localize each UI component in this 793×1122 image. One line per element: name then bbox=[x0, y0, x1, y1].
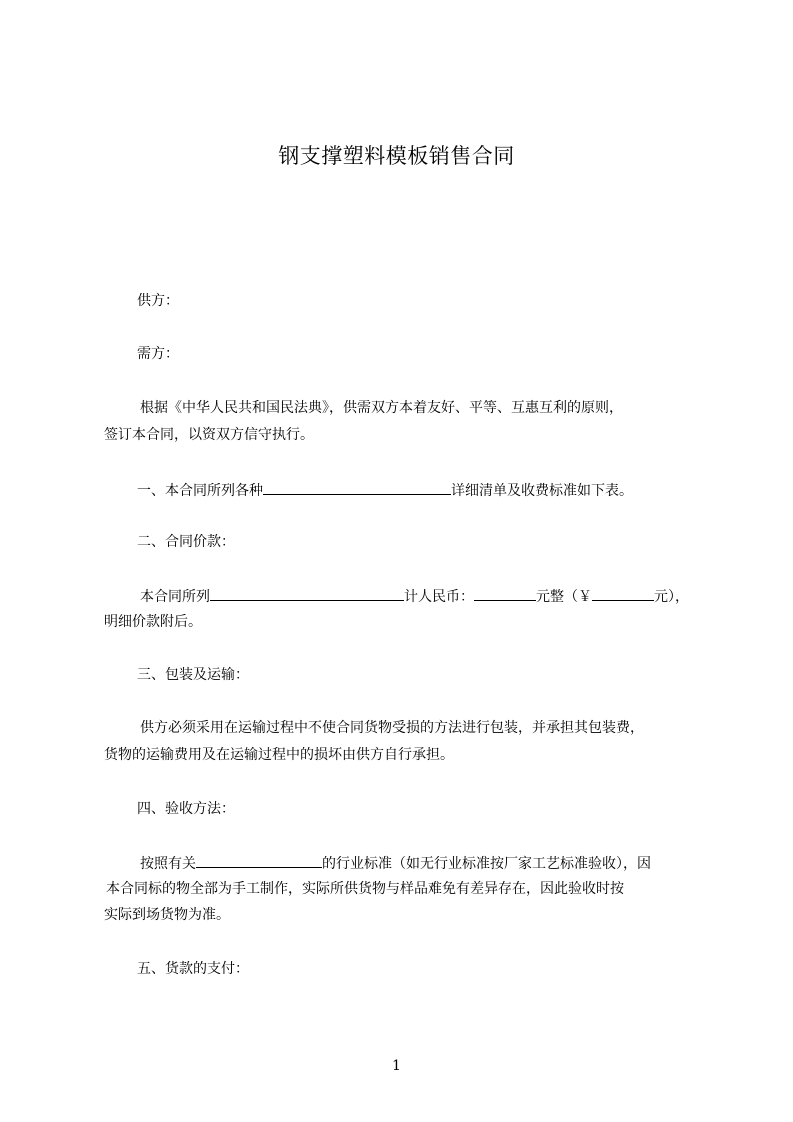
item-name-blank bbox=[263, 479, 451, 495]
clause-2-part-1: 本合同所列 bbox=[140, 589, 210, 605]
clause-4-part-1: 按照有关 bbox=[140, 856, 196, 872]
clause-2-heading: 二、合同价款： bbox=[137, 534, 235, 550]
industry-blank bbox=[196, 852, 322, 868]
clause-4-heading: 四、验收方法： bbox=[137, 801, 235, 817]
clause-2-part-3: 元整（￥ bbox=[536, 589, 592, 605]
clause-3-heading: 三、包装及运输： bbox=[137, 667, 249, 683]
supplier-label: 供方： bbox=[137, 293, 179, 309]
clause-2-part-4: 元）， bbox=[654, 589, 689, 605]
clause-3-line-2: 货物的运输费用及在运输过程中的损坏由供方自行承担。 bbox=[104, 747, 454, 763]
preamble-line-2: 签订本合同，以资双方信守执行。 bbox=[104, 427, 314, 443]
clause-2-part-2: 计人民币： bbox=[404, 589, 474, 605]
clause-4-line-3: 实际到场货物为准。 bbox=[104, 907, 230, 923]
clause-4-line-1 bbox=[140, 852, 651, 874]
amount-number-blank bbox=[592, 585, 654, 601]
clause-4-line-2: 本合同标的物全部为手工制作，实际所供货物与样品难免有差异存在，因此验收时按 bbox=[106, 881, 624, 897]
clause-2-line-1 bbox=[140, 585, 689, 607]
clause-1 bbox=[137, 479, 633, 501]
clause-4-part-2: 的行业标准（如无行业标准按厂家工艺标准验收），因 bbox=[322, 856, 651, 872]
document-title: 钢支撑塑料模板销售合同 bbox=[278, 144, 515, 168]
clause-2-line-2: 明细价款附后。 bbox=[104, 614, 202, 630]
clause-1-suffix: 详细清单及收费标准如下表。 bbox=[451, 483, 633, 499]
goods-blank bbox=[210, 585, 404, 601]
amount-words-blank bbox=[474, 585, 536, 601]
clause-5-heading: 五、货款的支付： bbox=[137, 961, 249, 977]
buyer-label: 需方： bbox=[137, 346, 179, 362]
preamble-line-1: 根据《中华人民共和国民法典》，供需双方本着友好、平等、互惠互利的原则， bbox=[140, 400, 623, 416]
page-number: 1 bbox=[392, 1058, 401, 1074]
clause-3-line-1: 供方必须采用在运输过程中不使合同货物受损的方法进行包装，并承担其包装费， bbox=[140, 720, 644, 736]
clause-1-prefix: 一、本合同所列各种 bbox=[137, 483, 263, 499]
